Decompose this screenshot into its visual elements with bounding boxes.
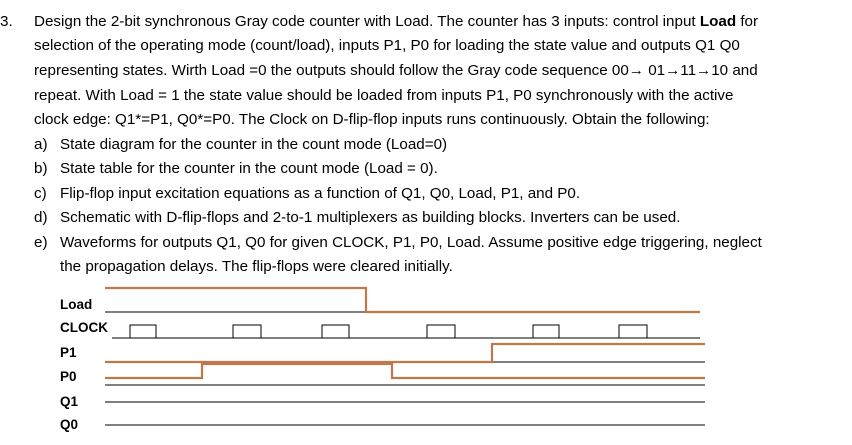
item-b-letter: b) (34, 160, 48, 177)
item-b-text: State table for the counter in the count mode (Load = 0). (60, 160, 438, 177)
item-a-text: State diagram for the counter in the count mode (Load=0) (60, 136, 448, 153)
question-line-4: repeat. With Load = 1 the state value should be loaded from inputs P1, P0 synchronously with the active (34, 87, 734, 104)
p0-signal (105, 364, 705, 378)
signal-label-p0: P0 (60, 369, 77, 384)
question-line-1-before: Design the 2-bit synchronous Gray code counter with Load. The counter has 3 inputs: control input (34, 13, 700, 30)
item-e-continuation: the propagation delays. The flip-flops were cleared initially. (60, 258, 453, 275)
question-line-2: selection of the operating mode (count/load), inputs P1, P0 for loading the state value and outputs Q1 Q0 (34, 37, 740, 54)
waveform-p1 (105, 344, 705, 362)
item-a-letter: a) (34, 136, 48, 153)
waveform-p0 (105, 364, 705, 385)
item-d-text: Schematic with D-flip-flops and 2-to-1 multiplexers as building blocks. Inverters can be used. (60, 209, 681, 226)
signal-label-clock: CLOCK (60, 320, 108, 335)
signal-label-p1: P1 (60, 345, 77, 360)
signal-label-load: Load (60, 297, 93, 312)
item-c-text: Flip-flop input excitation equations as a function of Q1, Q0, Load, P1, and P0. (60, 185, 581, 202)
clock-signal (112, 325, 700, 338)
question-line-1-bold: Load (699, 13, 737, 30)
signal-label-q1: Q1 (60, 394, 79, 409)
load-signal (105, 288, 700, 312)
item-e-letter: e) (34, 234, 48, 251)
item-d-letter: d) (34, 209, 48, 226)
signal-label-q0: Q0 (60, 417, 79, 432)
waveform-load (105, 288, 700, 312)
item-e-text: Waveforms for outputs Q1, Q0 for given CLOCK, P1, P0, Load. Assume positive edge triggering, neglect (60, 234, 762, 251)
item-c-letter: c) (34, 185, 47, 202)
waveform-clock (112, 325, 700, 338)
question-number: 3. (0, 13, 13, 30)
p1-signal (105, 344, 705, 362)
question-line-3: representing states. Wirth Load =0 the outputs should follow the Gray code sequence 00→ 01→11→10 and (34, 62, 758, 79)
question-line-1-after: for (736, 13, 759, 30)
question-line-5: clock edge: Q1*=P1, Q0*=P0. The Clock on D-flip-flop inputs runs continuously. Obtain the following: (34, 111, 710, 128)
